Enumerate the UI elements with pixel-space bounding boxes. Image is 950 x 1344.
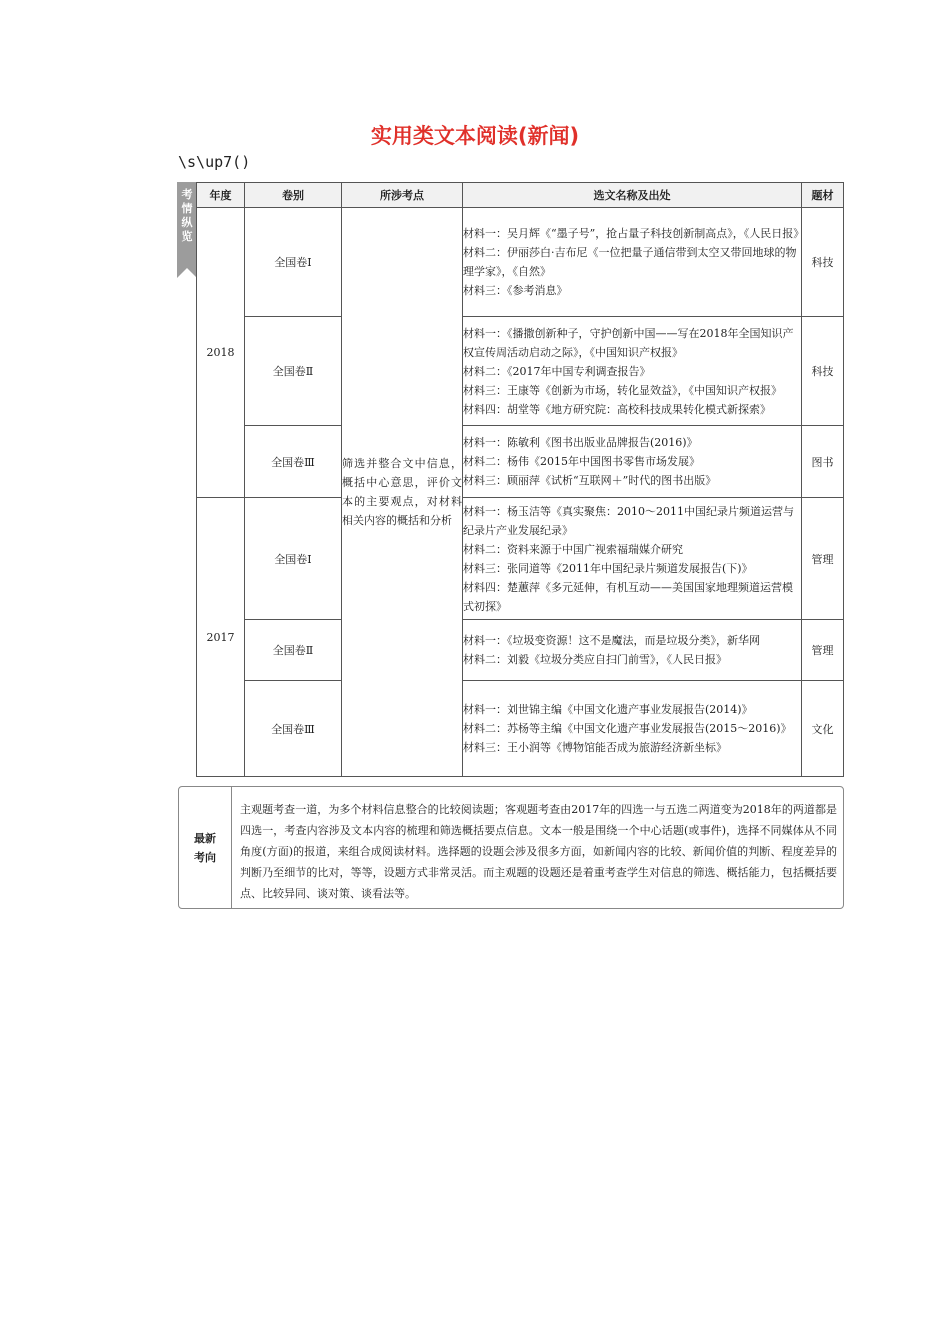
table-header-row (197, 183, 844, 208)
latest-trend-box (178, 786, 844, 909)
exam-cell: 全国卷Ⅰ (245, 208, 342, 317)
source-line: 材料二：《2017年中国专利调查报告》 (463, 364, 651, 378)
subject-cell: 管理 (802, 620, 844, 681)
source-cell (463, 208, 805, 317)
side-tab-label: 考情纵览 (181, 188, 193, 243)
table-row (197, 620, 844, 681)
source-line: 材料四：楚蕙萍《多元延伸，有机互动——美国国家地理频道运营模式初探》 (463, 580, 793, 613)
source-line: 材料一：杨玉洁等《真实聚焦：2010～2011中国纪录片频道运营与纪录片产业发展纪录》 (463, 504, 794, 537)
table-row (197, 426, 844, 498)
subject-cell: 管理 (802, 498, 844, 620)
header-subject: 题材 (802, 183, 844, 208)
source-line: 材料三：王康等《创新为市场，转化显效益》，《中国知识产权报》 (463, 383, 782, 397)
exam-cell: 全国卷Ⅲ (245, 681, 342, 777)
table-row (197, 498, 844, 620)
source-line: 材料三：顾丽萍《试析“互联网＋”时代的图书出版》 (463, 474, 717, 487)
source-line: 材料二：刘毅《垃圾分类应自扫门前雪》，《人民日报》 (463, 653, 727, 666)
source-line: 材料二：苏杨等主编《中国文化遗产事业发展报告(2015～2016)》 (463, 722, 792, 735)
source-line: 材料一：刘世锦主编《中国文化遗产事业发展报告(2014)》 (463, 703, 753, 716)
source-line: 材料一：陈敏利《图书出版业品牌报告(2016)》 (463, 436, 698, 449)
source-line: 材料一：《播撒创新种子，守护创新中国——写在2018年全国知识产权宣传周活动启动之际》，《中国知识产权报》 (463, 326, 794, 359)
source-line: 材料三：王小润等《博物馆能否成为旅游经济新坐标》 (463, 741, 727, 754)
source-cell (463, 317, 802, 426)
header-year: 年度 (197, 183, 245, 208)
exam-cell: 全国卷Ⅲ (245, 426, 342, 498)
exam-cell: 全国卷Ⅱ (245, 317, 342, 426)
table-row (197, 317, 844, 426)
source-line: 材料四：胡堂等《地方研究院：高校科技成果转化模式新探索》 (463, 402, 771, 416)
year-cell: 2017 (197, 498, 245, 777)
page-title: 实用类文本阅读(新闻) (370, 124, 580, 148)
source-cell (463, 681, 802, 777)
source-cell (463, 620, 802, 681)
source-line: 材料三：张同道等《2011年中国纪录片频道发展报告(下)》 (463, 561, 753, 575)
exam-cell: 全国卷Ⅰ (245, 498, 342, 620)
code-line: \s\up7() (178, 153, 251, 171)
subject-cell: 科技 (802, 208, 844, 317)
source-line: 材料二：杨伟《2015年中国图书零售市场发展》 (463, 455, 700, 468)
exam-cell: 全国卷Ⅱ (245, 620, 342, 681)
subject-cell: 图书 (802, 426, 844, 498)
source-line: 材料二：伊丽莎白·吉布尼《一位把量子通信带到太空又带回地球的物理学家》，《自然》 (463, 246, 797, 278)
table-row (197, 208, 844, 317)
exam-point-cell: 筛选并整合文中信息，概括中心意思，评价文本的主要观点，对材料相关内容的概括和分析 (342, 208, 463, 777)
source-line: 材料三：《参考消息》 (463, 284, 568, 297)
year-cell: 2018 (197, 208, 245, 498)
subject-cell: 科技 (802, 317, 844, 426)
table-row (197, 681, 844, 777)
side-tab (177, 182, 197, 268)
source-line: 材料一：吴月辉《“墨子号”，抢占量子科技创新制高点》，《人民日报》 (463, 227, 805, 240)
header-point: 所涉考点 (342, 183, 463, 208)
source-cell (463, 498, 802, 620)
source-line: 材料一：《垃圾变资源！这不是魔法，而是垃圾分类》，新华网 (463, 634, 760, 647)
exam-table (196, 182, 844, 777)
header-source: 选文名称及出处 (463, 183, 802, 208)
trend-label (179, 787, 232, 908)
trend-label-text: 最新考向 (194, 831, 216, 864)
source-line: 材料二：资料来源于中国广视索福瑞媒介研究 (463, 542, 683, 556)
header-exam: 卷别 (245, 183, 342, 208)
subject-cell: 文化 (802, 681, 844, 777)
trend-text: 主观题考查一道，为多个材料信息整合的比较阅读题；客观题考查由2017年的四选一与五选二两道变为2018年的两道都是四选一，考查内容涉及文本内容的梳理和筛选概括要点信息。文本一般是围绕一个中心话题(或事件)，选择不同媒体从不同角度(方面)的报道，来组合成阅读材料。选择题的设题会涉及很多方面，如新闻内容的比较、新闻价值的判断、程度差异的判断乃至细节的比对，等等，设题方式非常灵活。而主观题的设题还是着重考查学生对信息的筛选、概括能力，包括概括要点、比较异同、谈对策、谈看法等。 (240, 803, 837, 900)
source-cell (463, 426, 802, 498)
